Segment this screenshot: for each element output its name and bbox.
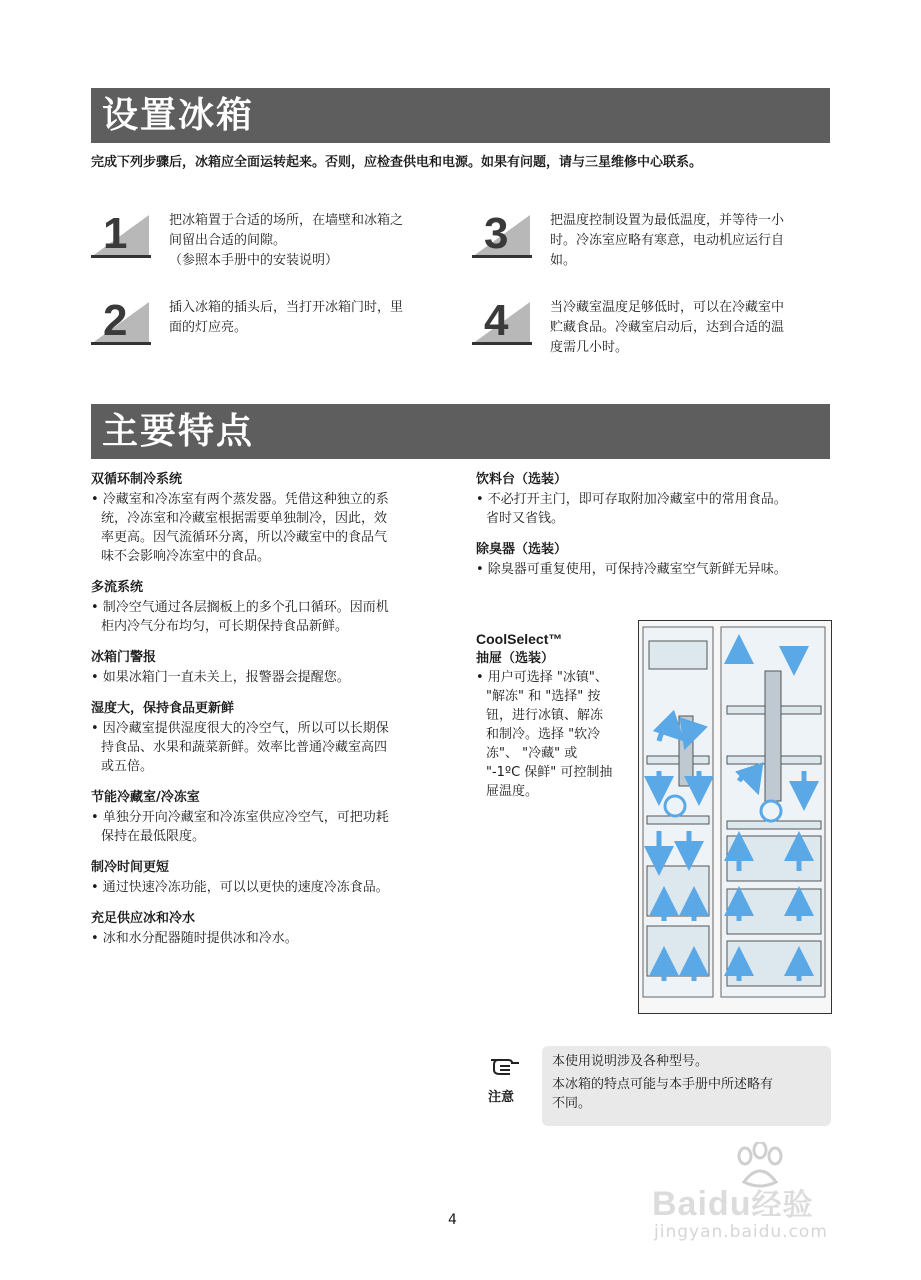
setup-intro: 完成下列步骤后，冰箱应全面运转起来。否则，应检查供电和电源。如果有问题，请与三星维修中心联系。 (91, 155, 703, 170)
feature-text: • 单独分开向冷藏室和冷冻室供应冷空气，可把功耗 保持在最低限度。 (91, 810, 389, 844)
step-text: 把冰箱置于合适的场所，在墙壁和冰箱之 间留出合适的间隙。 （参照本手册中的安装说明） (169, 213, 404, 268)
step-text: 当冷藏室温度足够低时，可以在冷藏室中 贮藏食品。冷藏室启动后，达到合适的温 度需几小时。 (550, 300, 785, 355)
step-number: 2 (103, 296, 128, 345)
feature-text: • 通过快速冷冻功能，可以以更快的速度冷冻食品。 (91, 880, 389, 895)
feature-heading: 制冷时间更短 (91, 860, 170, 875)
note-line: 不同。 (552, 1096, 592, 1111)
feature-text: • 如果冰箱门一直未关上，报警器会提醒您。 (91, 670, 350, 685)
note-label: 注意 (488, 1090, 515, 1105)
coolselect-title: CoolSelect™ (476, 631, 563, 647)
feature-text: • 因冷藏室提供湿度很大的冷空气，所以可以长期保 持食品、水果和蔬菜新鲜。效率比普通冷藏室高四 或五倍。 (91, 721, 389, 774)
feature-heading: 充足供应冰和冷水 (91, 911, 196, 926)
feature-heading: 多流系统 (91, 580, 144, 595)
step-number: 1 (103, 209, 128, 258)
section-title-setup: 设置冰箱 (91, 88, 830, 143)
pointing-hand-icon (488, 1052, 522, 1078)
fridge-airflow-illustration (638, 620, 832, 1014)
step-4 (472, 298, 832, 368)
feature-text: • 不必打开主门，即可存取附加冷藏室中的常用食品。 省时又省钱。 (476, 492, 787, 526)
baidu-watermark (652, 1142, 862, 1242)
step-1 (91, 211, 451, 281)
feature-heading: 节能冷藏室/冷冻室 (91, 790, 200, 805)
feature-heading: 湿度大，保持食品更新鲜 (91, 701, 235, 716)
coolselect-block (476, 630, 636, 801)
feature-heading: 冰箱门警报 (91, 650, 157, 665)
note-marker (488, 1052, 528, 1105)
coolselect-subtitle: 抽屉（选装） (476, 651, 555, 666)
feature-text: • 制冷空气通过各层搁板上的多个孔口循环。因而机 柜内冷气分布均匀，可长期保持食品新鲜。 (91, 600, 389, 634)
page-number: 4 (448, 1212, 457, 1228)
step-number: 4 (484, 296, 509, 345)
step-text: 插入冰箱的插头后，当打开冰箱门时，里 面的灯应亮。 (169, 300, 404, 335)
features-left-column (91, 470, 451, 960)
features-right-column (476, 470, 836, 591)
feature-heading: 除臭器（选装） (476, 542, 568, 557)
coolselect-text: • 用户可选择 "冰镇"、 "解冻" 和 "选择" 按 钮，进行冰镇、解冻 和制冷。选择 "软冷 冻"、 "冷藏" 或 "-1ºC 保鲜" 可控制抽 屉温度。 (476, 670, 613, 799)
feature-text: • 冰和水分配器随时提供冰和冷水。 (91, 931, 298, 946)
step-text: 把温度控制设置为最低温度，并等待一小 时。冷冻室应略有寒意，电动机应运行自 如。 (550, 213, 785, 268)
feature-text: • 冷藏室和冷冻室有两个蒸发器。凭借这种独立的系 统，冷冻室和冷藏室根据需要单独制冷，因此，效 率更高。因气流循环分离，所以冷藏室中的食品气 味不会影响冷冻室中的食品。 (91, 492, 389, 564)
watermark-cn: 经验 (751, 1189, 814, 1222)
watermark-brand-2: du (707, 1185, 752, 1223)
feature-text: • 除臭器可重复使用，可保持冷藏室空气新鲜无异味。 (476, 562, 787, 577)
step-2 (91, 298, 451, 368)
section-title-features: 主要特点 (91, 404, 830, 459)
note-line: 本冰箱的特点可能与本手册中所述略有 (552, 1077, 774, 1092)
note-line: 本使用说明涉及各种型号。 (552, 1054, 709, 1069)
feature-heading: 双循环制冷系统 (91, 472, 183, 487)
step-number: 3 (484, 209, 509, 258)
step-3 (472, 211, 832, 281)
watermark-url: jingyan.baidu.com (654, 1222, 828, 1242)
feature-heading: 饮料台（选装） (476, 472, 568, 487)
note-box (542, 1046, 831, 1126)
watermark-brand: Bai (652, 1185, 708, 1223)
